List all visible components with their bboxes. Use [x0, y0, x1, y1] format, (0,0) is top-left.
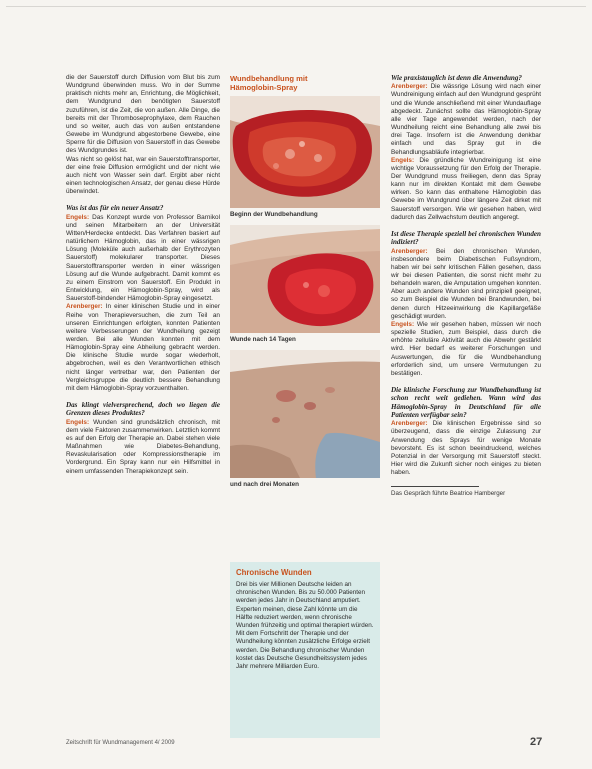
answer-text: Die gründliche Wundreinigung ist eine wichtige Voraussetzung für den Erfolg der Therapie. Der Wundgrund muss freiliegen, denn das Spray kann nur im direkten Kontakt mit dem Gewebe wirken. So kann das enthaltene Hämoglobin das Gewebe im Wundgrund über längere Zeit dirket mit Sauerstoff versorgen. Wie wir gesehen haben, wird dadurch das Zellwachstum deutlich angeregt.	[391, 156, 541, 221]
speaker-name: Arenberger:	[391, 420, 428, 428]
wound-photo-3-months	[230, 350, 380, 478]
info-box-chronic-wounds	[230, 562, 380, 738]
answer	[66, 214, 220, 304]
speaker-name: Engels:	[391, 156, 415, 164]
speaker-name: Arenberger:	[391, 83, 428, 91]
answer-text: Bei den chronischen Wunden, insbesondere beim Diabetischen Fußsyndrom, haben wir bei sehr kritischen Fällen gesehen, dass wir bei diesen Patienten, die sonst nicht mehr zu behandeln waren, die Amputation umgehen konnten. Aber auch andere Wunden sind prinzipiell geeignet, so zum Beispiel die Wunden bei Brandwunden, bei denen durch Hitzeeinwirkung die Kapillargefäße geschädigt wurden.	[391, 247, 541, 320]
speaker-name: Engels:	[391, 320, 415, 328]
paragraph: Was nicht so gelöst hat, war ein Sauerstofftransporter, der eine freie Diffusion ermöglicht und der nicht wie auch nicht von Wasser sein darf. Ergibt aber nicht einen technologischen Ansatz, der genau diese Hürde überwindet.	[66, 155, 220, 196]
photo-box-title	[230, 74, 380, 92]
speaker-name: Engels:	[66, 213, 90, 221]
paragraph: die der Sauerstoff durch Diffusion vom Blut bis zum Wundgrund überwinden muss. Wo in der Summe praktisch nichts mehr an, Enrichtung, die Möglichkeit, dem Wundgrund den benötigten Sauerstoff zuzuführen, ist die Zeit, die von außen. Alle Dinge, die bereits mit der Thromboseprophylaxe, dem Rauchen und so weiter, auch das von außen entstandene Gewebe im Wundgrund abgestorbene Gewebe, eine Sperre für die Diffusion von Sauerstoff in das Gewebe des Wundgrundes ist.	[66, 74, 220, 155]
answer	[391, 321, 541, 378]
top-rule	[6, 6, 586, 7]
answer	[391, 248, 541, 321]
answer-text: Die wässrige Lösung wird nach einer Wundreinigung einfach auf den Wundgrund gesprüht und die Wunde anschließend mit einer Wundauflage abgedeckt. Zunächst sollte das Hämoglobin-Spray alle vier Tage angewendet werden, nach der Wundheilung reicht eine Behandlung alle zwei bis drei Tage. Insofern ist die Anwendung denkbar einfach und das Spray gut in die Behandlungsabläufe integrierbar.	[391, 83, 541, 156]
answer	[66, 303, 220, 393]
interview-credit: Das Gespräch führte Beatrice Hamberger	[391, 489, 506, 497]
interview-question: Ist diese Therapie speziell bei chronischen Wunden indiziert?	[391, 229, 541, 247]
photo-box-title-line: Wundbehandlung mit	[230, 74, 308, 83]
speaker-name: Arenberger:	[391, 247, 428, 255]
wound-photo-start-image	[230, 96, 380, 208]
speaker-name: Engels:	[66, 418, 90, 426]
column-left	[66, 74, 220, 476]
answer-text: Wunden sind grundsätzlich chronisch, mit dem viele Faktoren zusammenwirken. Letztlich kommt es auf den Erfolg der Therapie an. Dabei stehen viele Maßnahmen wie Diabetes-Behandlung, Revaskularisation oder Kompressionstherapie im Vordergrund. Ein Spray kann nur ein Hilfsmittel in einem umfassenden Therapiekonzept sein.	[66, 418, 221, 475]
photo-caption: Beginn der Wundbehandlung	[230, 211, 318, 218]
info-box-title: Chronische Wunden	[236, 568, 312, 577]
interview-question: Das klingt vielversprechend, doch wo liegen die Grenzen dieses Produktes?	[66, 401, 220, 418]
interview-question: Wie praxistauglich ist denn die Anwendung?	[391, 74, 522, 82]
answer	[391, 157, 541, 222]
column-middle	[230, 74, 380, 495]
answer-text: Wie wir gesehen haben, müssen wir noch spezielle Studien, zum Beispiel, dass durch die erhöhte zelluläre Aktivität auch die Abwehr gestärkt wird. Hier bedarf es weiterer Forschungen und Auswertungen, die für die Wundbehandlung erforderlich sind, um unsere Vermutungen zu bestätigen.	[391, 320, 541, 377]
answer	[391, 420, 541, 477]
interview-question: Die klinische Forschung zur Wundbehandlung ist schon recht weit gediehen. Wann wird das Hämoglobin-Spray in Deutschland für alle Patienten verfügbar sein?	[391, 386, 541, 419]
speaker-name: Arenberger:	[66, 303, 103, 311]
wound-photo-3-months-image	[230, 350, 380, 478]
answer	[66, 419, 220, 476]
signature-rule	[391, 486, 479, 487]
column-right	[391, 74, 541, 498]
interview-question: Was ist das für ein neuer Ansatz?	[66, 204, 164, 213]
answer-text: In einer klinischen Studie und in einer Reihe von Therapieversuchen, die zum Teil an unseren Einrichtungen erfolgten, konnten Patienten weitere Verbesserungen der Wundheilung gezeigt werden. Bei alle Wunden konnten mit dem Hämoglobin-Spray eine Abheilung gebracht werden. Die klinische Studie wurde sogar wiederholt, abgebrochen, weil es den Verantwortlichen ethisch nicht länger vertretbar war, den Patienten der Vergleichsgruppe die deutlich bessere Behandlung mit dem Hämoglobin-Spray vorzuenthalten.	[66, 303, 220, 392]
answer-text: Die klinischen Ergebnisse sind so überzeugend, dass die einzige Zulassung zur Anwendung des Sprays für wenige Monate bevorsteht. Es ist schon beeindruckend, welches Potenzial in der Versorgung mit Sauerstoff steckt. Hier wird die Zukunft sicher noch einiges zu bieten haben.	[391, 420, 542, 477]
wound-photo-14-days-image	[230, 225, 380, 333]
page-number: 27	[530, 736, 543, 748]
photo-caption: und nach drei Monaten	[230, 481, 299, 488]
answer	[391, 83, 541, 156]
wound-photo-14-days	[230, 225, 380, 333]
wound-photo-start	[230, 96, 380, 208]
info-box-text: Drei bis vier Millionen Deutsche leiden an chronischen Wunden. Bis zu 50.000 Patienten werden jedes Jahr in Deutschland amputiert. Experten meinen, diese Zahl könnte um die Hälfte reduziert werden, wenn chronische Wunden frühzeitig und optimal therapiert würden. Mit dem Fortschritt der Therapie und der Wundheilung könnten zusätzliche Erfolge erzielt werden. Die Behandlung chronischer Wunden kostet das Deutsche Gesundheitssystem jedes Jahr mehrere Milliarden Euro.	[236, 581, 374, 671]
photo-box-title-line: Hämoglobin-Spray	[230, 83, 298, 92]
footer-publication: Zeitschrift für Wundmanagement 4/ 2009	[66, 740, 175, 746]
photo-caption: Wunde nach 14 Tagen	[230, 336, 296, 343]
answer-text: Das Konzept wurde von Professor Barnikol und seinen Mitarbeitern an der Universität Witten/Herdecke entdeckt. Das Verfahren basiert auf natürlichem Hämoglobin, das in einer wässrigen Lösung (Moleküle auch außerhalb der Erythrozyten Sauerstoff) molekularer transporter. Dieses Sauerstofftransporter werden in einer wässrigen Lösung auf die Wunde aufgebracht. Damit kommt es zu einem Einstrom von Sauerstoff. Ein Produkt in Entwicklung, ein Hämoglobin-Spray, wird als Sauerstoff-bindender Hämoglobin-Spray eingesetzt.	[66, 213, 220, 303]
